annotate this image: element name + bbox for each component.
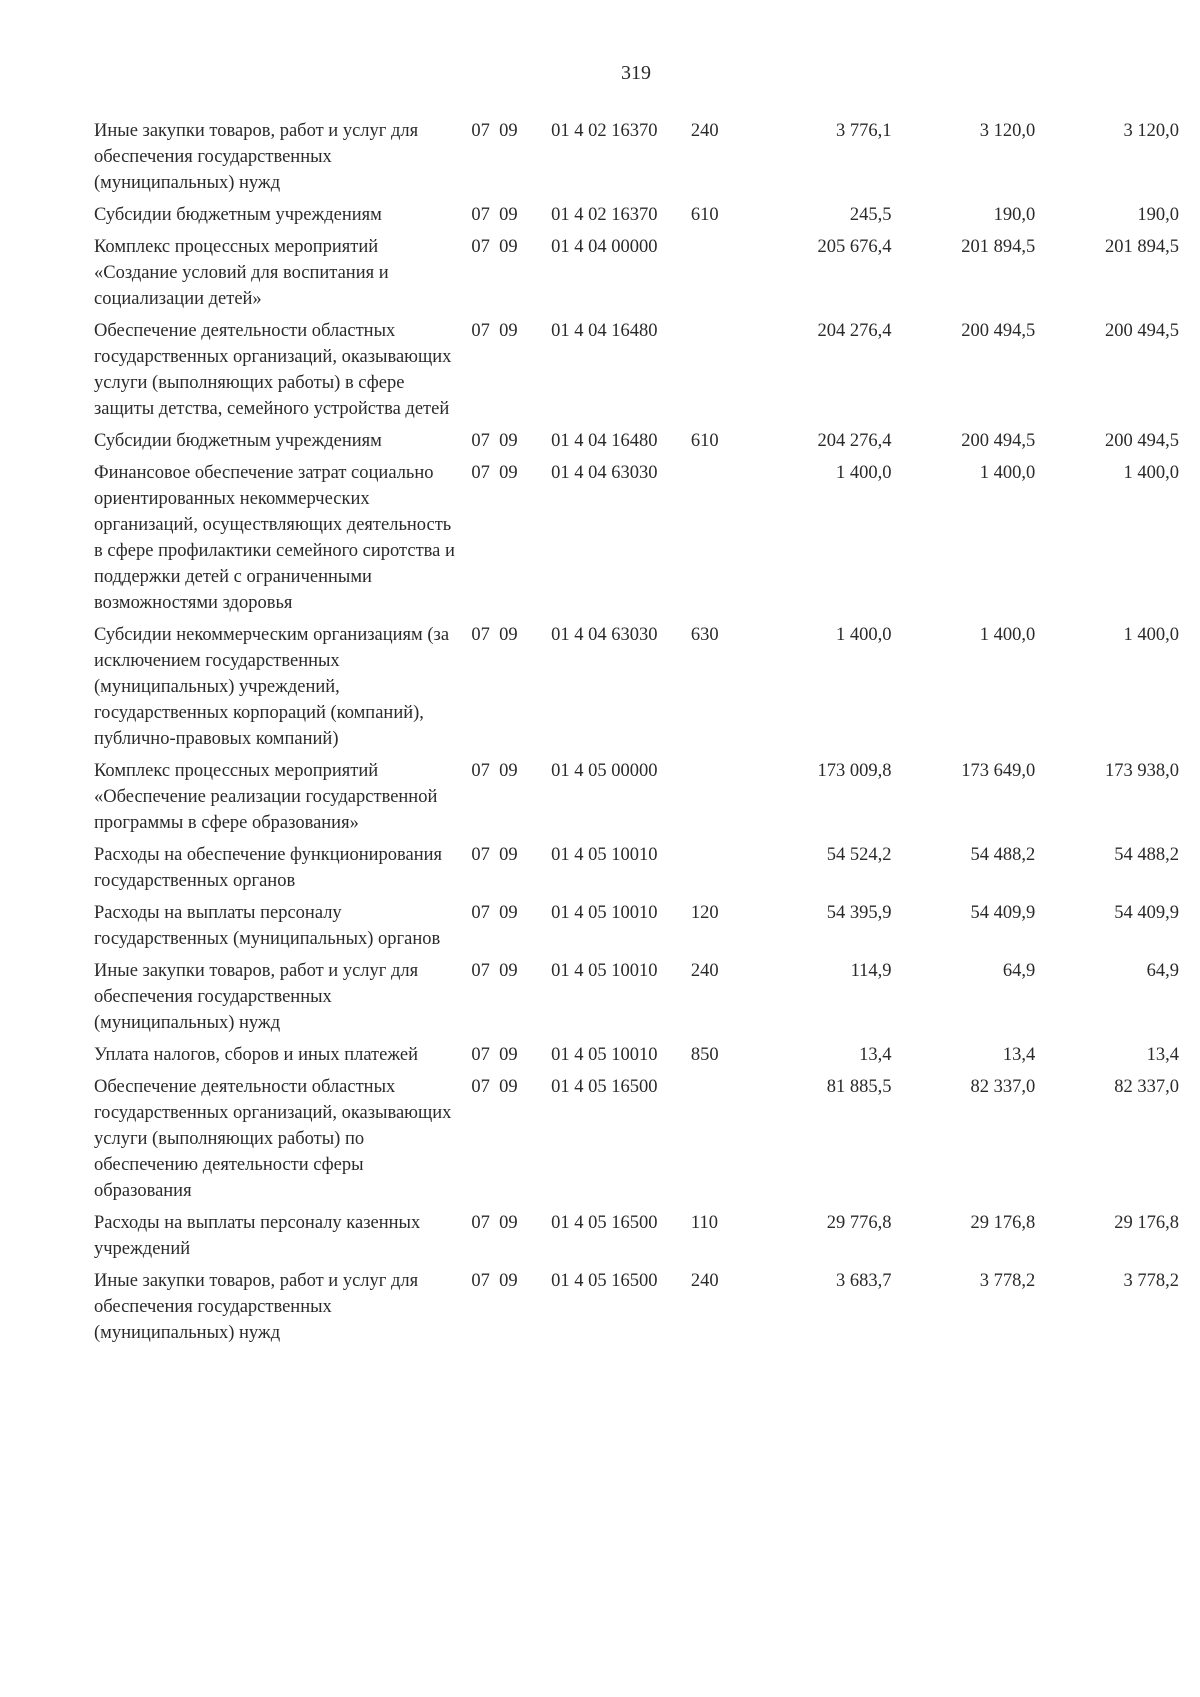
table-row [94, 1268, 1179, 1346]
row-target-item: 01 4 05 00000 [551, 761, 658, 781]
table-row [94, 118, 1179, 196]
row-name: Иные закупки товаров, работ и услуг для обеспечения государственных (муниципальных) нужд [94, 1271, 419, 1343]
row-amount-2: 1 400,0 [979, 625, 1036, 645]
row-target-item: 01 4 05 10010 [551, 961, 658, 981]
row-amount-3: 54 409,9 [1114, 903, 1179, 923]
row-amount-3: 64,9 [1146, 961, 1179, 981]
row-target-item: 01 4 05 10010 [551, 1045, 658, 1065]
table-row [94, 318, 1179, 422]
row-amount-2: 13,4 [1002, 1045, 1036, 1065]
row-section: 07 09 [471, 463, 518, 483]
row-section: 07 09 [471, 961, 518, 981]
row-amount-1: 204 276,4 [817, 321, 892, 341]
table-row [94, 1074, 1179, 1204]
row-amount-1: 54 395,9 [826, 903, 892, 923]
row-amount-1: 13,4 [859, 1045, 892, 1065]
row-name: Обеспечение деятельности областных государственных организаций, оказывающих услуги (выполняющих работы) в сфере защиты детства, семейного устройства детей [94, 321, 452, 419]
row-section: 07 09 [471, 1045, 518, 1065]
row-expense-type: 240 [690, 961, 719, 981]
row-expense-type: 240 [690, 121, 719, 141]
row-target-item: 01 4 04 63030 [551, 463, 658, 483]
row-section: 07 09 [471, 1213, 518, 1233]
row-amount-1: 114,9 [850, 961, 892, 981]
row-section: 07 09 [471, 121, 518, 141]
row-amount-2: 3 778,2 [979, 1271, 1036, 1291]
row-amount-3: 29 176,8 [1114, 1213, 1179, 1233]
row-name: Расходы на выплаты персоналу казенных учреждений [94, 1213, 421, 1259]
row-amount-1: 1 400,0 [836, 625, 892, 645]
row-amount-2: 200 494,5 [961, 321, 1036, 341]
row-target-item: 01 4 04 63030 [551, 625, 658, 645]
row-amount-3: 173 938,0 [1104, 761, 1179, 781]
row-target-item: 01 4 05 10010 [551, 903, 658, 923]
row-section: 07 09 [471, 1271, 518, 1291]
row-amount-3: 3 778,2 [1123, 1271, 1179, 1291]
row-amount-3: 200 494,5 [1104, 321, 1179, 341]
row-name: Субсидии некоммерческим организациям (за исключением государственных (муниципальных) учреждений, государственных корпораций (компаний), публично-правовых компаний) [94, 625, 450, 749]
row-expense-type: 610 [690, 205, 719, 225]
row-expense-type: 630 [690, 625, 719, 645]
row-target-item: 01 4 05 16500 [551, 1213, 658, 1233]
row-section: 07 09 [471, 431, 518, 451]
row-name: Комплекс процессных мероприятий «Создание условий для воспитания и социализации детей» [94, 237, 389, 309]
row-target-item: 01 4 05 10010 [551, 845, 658, 865]
row-section: 07 09 [471, 237, 518, 257]
row-target-item: 01 4 05 16500 [551, 1077, 658, 1097]
row-amount-1: 54 524,2 [826, 845, 892, 865]
row-name: Обеспечение деятельности областных государственных организаций, оказывающих услуги (выполняющих работы) по обеспечению деятельности сферы образования [94, 1077, 452, 1201]
row-expense-type: 850 [690, 1045, 719, 1065]
row-amount-2: 1 400,0 [979, 463, 1036, 483]
row-name: Иные закупки товаров, работ и услуг для обеспечения государственных (муниципальных) нужд [94, 961, 419, 1033]
row-amount-1: 173 009,8 [817, 761, 892, 781]
row-amount-1: 3 683,7 [836, 1271, 892, 1291]
row-amount-3: 200 494,5 [1104, 431, 1179, 451]
row-amount-2: 200 494,5 [961, 431, 1036, 451]
row-target-item: 01 4 05 16500 [551, 1271, 658, 1291]
row-amount-3: 3 120,0 [1123, 121, 1179, 141]
row-section: 07 09 [471, 845, 518, 865]
row-amount-3: 201 894,5 [1104, 237, 1179, 257]
row-target-item: 01 4 02 16370 [551, 205, 658, 225]
row-amount-1: 29 776,8 [826, 1213, 892, 1233]
row-amount-1: 1 400,0 [836, 463, 892, 483]
row-amount-2: 64,9 [1002, 961, 1036, 981]
row-target-item: 01 4 04 16480 [551, 321, 658, 341]
table-row [94, 842, 1179, 894]
row-amount-2: 190,0 [993, 205, 1036, 225]
row-name: Расходы на обеспечение функционирования государственных органов [94, 845, 443, 891]
table-row [94, 900, 1179, 952]
row-amount-2: 54 488,2 [970, 845, 1036, 865]
row-name: Комплекс процессных мероприятий «Обеспечение реализации государственной программы в сфере образования» [94, 761, 438, 833]
row-expense-type: 240 [690, 1271, 719, 1291]
row-amount-1: 3 776,1 [836, 121, 892, 141]
row-section: 07 09 [471, 761, 518, 781]
row-section: 07 09 [471, 321, 518, 341]
row-name: Иные закупки товаров, работ и услуг для обеспечения государственных (муниципальных) нужд [94, 121, 419, 193]
row-amount-3: 13,4 [1146, 1045, 1179, 1065]
row-name: Субсидии бюджетным учреждениям [94, 431, 382, 451]
table-row [94, 234, 1179, 312]
table-row [94, 758, 1179, 836]
row-section: 07 09 [471, 625, 518, 645]
row-amount-3: 54 488,2 [1114, 845, 1179, 865]
table-row [94, 958, 1179, 1036]
row-amount-1: 204 276,4 [817, 431, 892, 451]
row-section: 07 09 [471, 205, 518, 225]
row-amount-2: 3 120,0 [979, 121, 1036, 141]
row-amount-3: 1 400,0 [1123, 463, 1179, 483]
table-row [94, 428, 1179, 454]
table-row [94, 202, 1179, 228]
row-name: Расходы на выплаты персоналу государственных (муниципальных) органов [94, 903, 441, 949]
row-target-item: 01 4 02 16370 [551, 121, 658, 141]
row-section: 07 09 [471, 903, 518, 923]
table-row [94, 1210, 1179, 1262]
row-amount-2: 54 409,9 [970, 903, 1036, 923]
page-number: 319 [621, 62, 651, 84]
row-expense-type: 110 [690, 1213, 718, 1233]
row-target-item: 01 4 04 16480 [551, 431, 658, 451]
row-amount-1: 81 885,5 [826, 1077, 892, 1097]
row-target-item: 01 4 04 00000 [551, 237, 658, 257]
row-amount-2: 201 894,5 [961, 237, 1036, 257]
row-amount-2: 29 176,8 [970, 1213, 1036, 1233]
row-name: Субсидии бюджетным учреждениям [94, 205, 382, 225]
row-section: 07 09 [471, 1077, 518, 1097]
row-amount-1: 205 676,4 [817, 237, 892, 257]
row-name: Финансовое обеспечение затрат социально ориентированных некоммерческих организаций, осуществляющих деятельность в сфере профилактики семейного сиротства и поддержки детей с ограниченными возможностями здоровья [94, 463, 455, 613]
budget-table [94, 118, 1179, 1352]
row-expense-type: 610 [690, 431, 719, 451]
row-amount-1: 245,5 [849, 205, 892, 225]
table-row [94, 460, 1179, 616]
table-row [94, 1042, 1179, 1068]
row-amount-3: 1 400,0 [1123, 625, 1179, 645]
row-amount-2: 173 649,0 [961, 761, 1036, 781]
table-row [94, 622, 1179, 752]
row-amount-2: 82 337,0 [970, 1077, 1036, 1097]
row-amount-3: 190,0 [1137, 205, 1179, 225]
row-name: Уплата налогов, сборов и иных платежей [94, 1045, 419, 1065]
row-expense-type: 120 [690, 903, 719, 923]
row-amount-3: 82 337,0 [1114, 1077, 1179, 1097]
